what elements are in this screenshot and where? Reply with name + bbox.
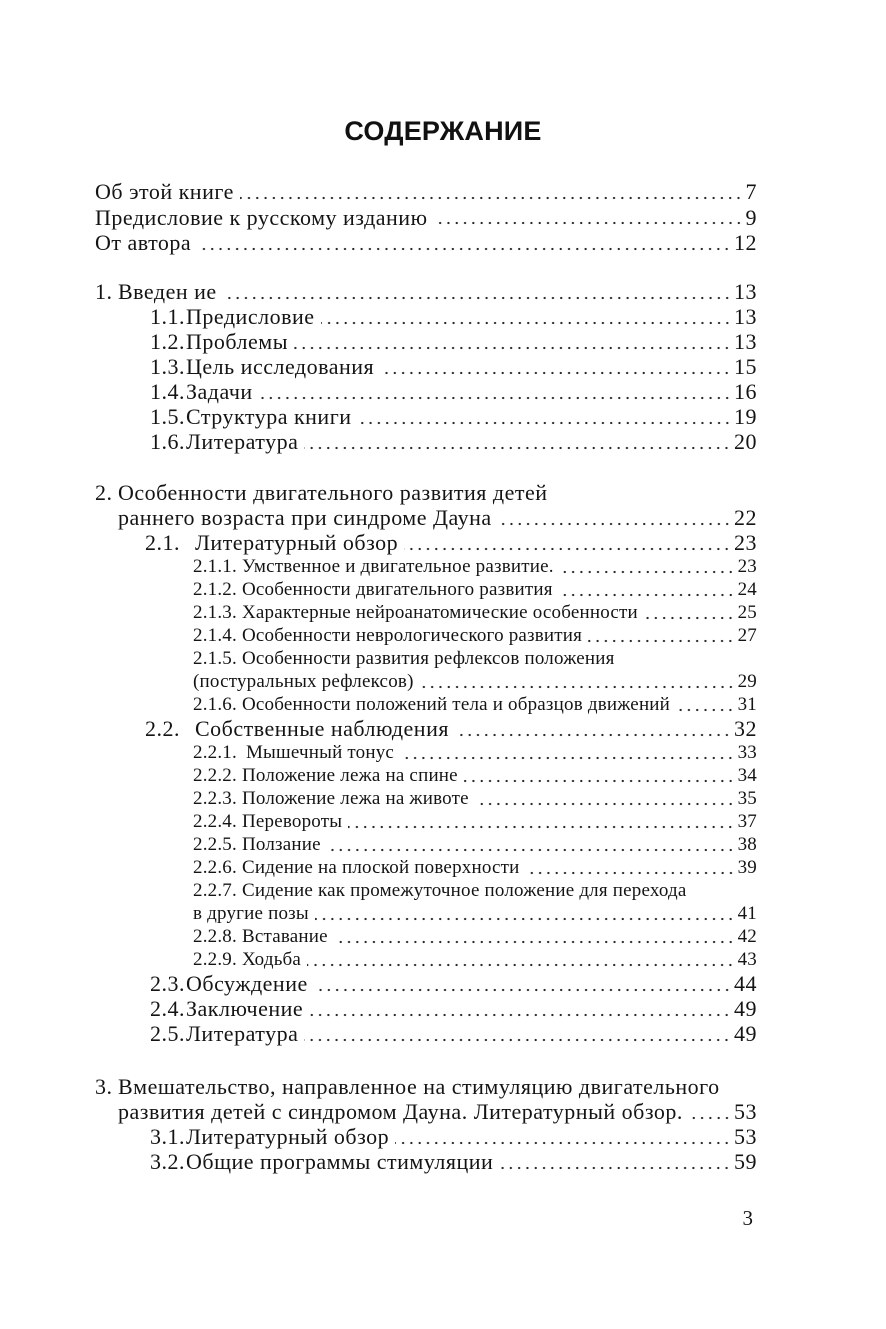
dot-leader [307,948,735,971]
dot-leader [334,925,735,948]
dot-leader [475,787,735,810]
dot-leader [499,1149,731,1174]
toc-entry-2-1-5 [95,647,757,670]
entry-title: Введен ие [118,279,217,304]
entry-title-continuation: в другие позы [193,903,309,924]
entry-number: 2.4. [150,996,185,1021]
entry-page-number: 12 [734,230,757,255]
entry-title: Сидение как промежуточное положение для перехода [241,880,687,901]
dot-leader [676,693,735,716]
entry-number: 1.6. [150,429,185,454]
entry-number: 1.3. [150,354,185,379]
entry-number: 2.2. [145,716,180,741]
entry-page-number: 38 [737,834,757,855]
dot-leader [420,670,735,693]
entry-page-number: 25 [737,602,757,623]
entry-number: 1. [95,279,113,304]
dot-leader [294,329,731,354]
entry-title: Ходьба [241,949,302,970]
entry-page-number: 20 [734,429,757,454]
dot-leader [315,902,735,925]
front-matter-list [95,179,757,256]
dot-leader [309,996,731,1021]
entry-number: 2.1.4. [193,625,237,646]
toc-entry-2-2-7 [95,879,757,902]
toc-entry-1-5 [95,404,757,429]
toc-entry-1-1 [95,304,757,329]
entry-page-number: 7 [745,179,757,204]
toc-entry-2-2-7-continuation [95,902,757,925]
toc-entry-2-2-9 [95,948,757,971]
toc-entry-3-2 [95,1149,757,1174]
toc-entry-chapter-2 [95,480,757,505]
dot-leader [689,1099,731,1124]
entry-title: Литературный обзор [186,1124,390,1149]
toc-entry-chapter-1 [95,279,757,304]
entry-page-number: 44 [734,971,757,996]
entry-number: 2.1.6. [193,694,237,715]
toc-entry-russian-preface [95,205,757,231]
entry-title: Перевороты [241,811,343,832]
dot-leader [240,179,743,205]
entry-title: Особенности двигательного развития [241,579,553,600]
toc-entry-1-6 [95,429,757,454]
entry-number: 2.1. [145,530,180,555]
entry-title: Обсуждение [186,971,308,996]
dot-leader [197,230,731,256]
entry-page-number: 31 [737,694,757,715]
entry-page-number: 32 [734,716,757,741]
entry-title: Мышечный тонус [245,742,395,763]
entry-title: От автора [95,230,192,255]
toc-entry-2-2-4 [95,810,757,833]
toc-entry-2-1-3 [95,601,757,624]
entry-title: Структура книги [186,404,352,429]
entry-page-number: 41 [737,903,757,924]
dot-leader [588,624,734,647]
entry-title: Особенности развития рефлексов положения [241,648,615,669]
toc-entry-2-1-1 [95,555,757,578]
chapter-1-group [95,279,757,454]
entry-page-number: 13 [734,279,757,304]
chapter-3-group [95,1074,757,1174]
toc-entry-2-2 [95,716,757,741]
entry-number: 1.1. [150,304,185,329]
entry-page-number: 23 [737,556,757,577]
entry-page-number: 49 [734,996,757,1021]
toc-entry-from-author [95,230,757,256]
toc-entry-2-4 [95,996,757,1021]
toc-entry-3-1 [95,1124,757,1149]
entry-title: Положение лежа на спине [241,765,458,786]
entry-number: 2.2.8. [193,926,237,947]
entry-number: 1.5. [150,404,185,429]
toc-entry-2-5 [95,1021,757,1046]
entry-title: Предисловие [186,304,315,329]
toc-entry-chapter-3 [95,1074,757,1099]
toc-entry-1-4 [95,379,757,404]
entry-title: Особенности положений тела и образцов движений [241,694,671,715]
entry-page-number: 16 [734,379,757,404]
dot-leader [321,304,732,329]
entry-page-number: 27 [737,625,757,646]
entry-page-number: 53 [734,1124,757,1149]
entry-page-number: 13 [734,329,757,354]
entry-title: Литература [186,429,299,454]
toc-entry-2-1-2 [95,578,757,601]
toc-entry-2-2-3 [95,787,757,810]
entry-title: Об этой книге [95,179,234,204]
entry-page-number: 35 [737,788,757,809]
entry-page-number: 24 [737,579,757,600]
entry-number: 2.2.7. [193,880,237,901]
entry-page-number: 19 [734,404,757,429]
entry-title-continuation: раннего возраста при синдроме Дауна [118,505,492,530]
toc-entry-2-1-6 [95,693,757,716]
dot-leader [526,856,735,879]
entry-title-continuation: развития детей с синдромом Дауна. Литературный обзор. [118,1099,683,1124]
entry-number: 2.1.2. [193,579,237,600]
dot-leader [223,279,731,304]
page-number: 3 [742,1206,753,1230]
entry-title: Характерные нейроанатомические особенности [241,602,638,623]
entry-title: Умственное и двигательное развитие. [241,556,554,577]
entry-title: Литература [186,1021,299,1046]
dot-leader [304,429,731,454]
entry-number: 2.1.3. [193,602,237,623]
dot-leader [434,205,743,231]
entry-number: 3.1. [150,1124,185,1149]
dot-leader [644,601,735,624]
entry-title: Ползание [241,834,321,855]
entry-number: 2.2.3. [193,788,237,809]
toc-entry-2-3 [95,971,757,996]
entry-page-number: 13 [734,304,757,329]
dot-leader [304,1021,731,1046]
entry-number: 2. [95,480,113,505]
entry-title: Общие программы стимуляции [186,1149,494,1174]
page-title: СОДЕРЖАНИЕ [344,116,542,146]
dot-leader [395,1124,731,1149]
dot-leader [404,530,731,555]
entry-title: Предисловие к русскому изданию [95,204,428,230]
toc-entry-2-2-6 [95,856,757,879]
entry-number: 3.2. [150,1149,185,1174]
entry-page-number: 53 [734,1099,757,1124]
toc-entry-chapter-2-continuation [95,505,757,530]
entry-title: Вмешательство, направленное на стимуляцию двигательного [118,1074,720,1099]
entry-page-number: 59 [734,1149,757,1174]
entry-page-number: 22 [734,505,757,530]
entry-number: 2.2.9. [193,949,237,970]
entry-page-number: 29 [737,671,757,692]
entry-page-number: 43 [737,949,757,970]
entry-title: Задачи [186,379,253,404]
toc-entry-chapter-3-continuation [95,1099,757,1124]
entry-page-number: 23 [734,530,757,555]
toc-entry-about-book [95,179,757,205]
dot-leader [560,555,735,578]
dot-leader [259,379,731,404]
entry-title: Цель исследования [186,354,375,379]
entry-page-number: 9 [745,204,757,230]
toc-entry-1-2 [95,329,757,354]
dot-leader [464,764,735,787]
entry-number: 2.2.4. [193,811,237,832]
entry-page-number: 34 [737,765,757,786]
entry-number: 2.2.5. [193,834,237,855]
entry-title: Сидение на плоской поверхности [241,857,520,878]
entry-page-number: 39 [737,857,757,878]
entry-page-number: 37 [737,811,757,832]
entry-number: 2.2.2. [193,765,237,786]
entry-title-continuation: (постуральных рефлексов) [193,671,414,692]
dot-leader [314,971,731,996]
entry-title: Особенности двигательного развития детей [118,480,548,505]
toc-entry-1-3 [95,354,757,379]
entry-title: Литературный обзор [195,530,399,555]
entry-page-number: 15 [734,354,757,379]
toc-entry-2-2-5 [95,833,757,856]
entry-page-number: 49 [734,1021,757,1046]
entry-number: 2.1.5. [193,648,237,669]
entry-title: Проблемы [186,329,288,354]
entry-page-number: 33 [737,742,757,763]
entry-number: 2.5. [150,1021,185,1046]
entry-title: Собственные наблюдения [195,716,449,741]
toc-entry-2-1 [95,530,757,555]
entry-number: 1.2. [150,329,185,354]
entry-number: 2.3. [150,971,185,996]
toc-entry-2-1-5-continuation [95,670,757,693]
entry-number: 2.2.6. [193,857,237,878]
dot-leader [559,578,735,601]
entry-number: 2.2.1. [193,742,237,763]
dot-leader [498,505,731,530]
dot-leader [358,404,732,429]
toc-entry-2-1-4 [95,624,757,647]
toc-entry-2-2-1 [95,741,757,764]
entry-number: 2.1.1. [193,556,237,577]
dot-leader [455,716,731,741]
entry-title: Вставание [241,926,328,947]
entry-title: Заключение [186,996,304,1021]
dot-leader [327,833,735,856]
dot-leader [348,810,734,833]
dot-leader [400,741,735,764]
entry-number: 3. [95,1074,113,1099]
chapter-2-group [95,480,757,1046]
entry-title: Положение лежа на животе [241,788,469,809]
entry-title: Особенности неврологического развития [241,625,583,646]
entry-number: 1.4. [150,379,185,404]
toc-entry-2-2-8 [95,925,757,948]
entry-page-number: 42 [737,926,757,947]
dot-leader [380,354,731,379]
toc-entry-2-2-2 [95,764,757,787]
